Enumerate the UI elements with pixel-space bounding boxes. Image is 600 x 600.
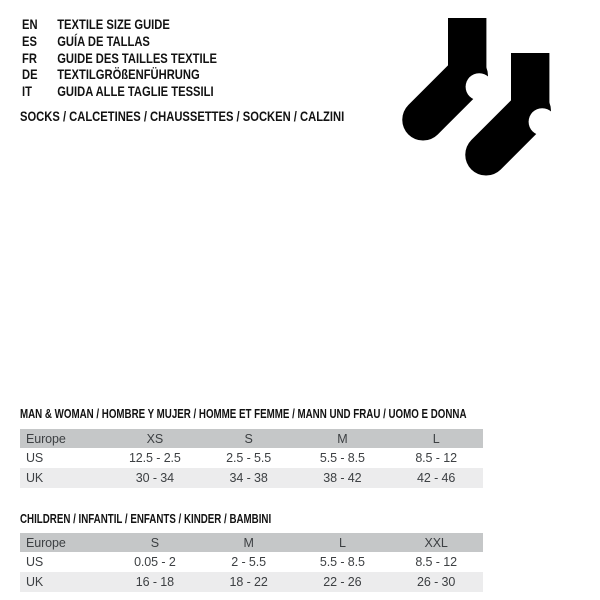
language-label: GUÍA DE TALLAS — [57, 32, 150, 49]
language-row-de — [22, 66, 217, 83]
size-cell: 12.5 - 2.5 — [128, 451, 181, 465]
table-row — [20, 448, 483, 468]
language-code: DE — [22, 66, 38, 83]
column-header: M — [296, 429, 390, 448]
column-header: L — [389, 429, 483, 448]
column-header: S — [202, 429, 296, 448]
column-header: M — [202, 533, 296, 552]
size-cell: 5.5 - 8.5 — [319, 555, 365, 569]
size-cell: 22 - 26 — [296, 572, 390, 592]
size-cell: 38 - 42 — [296, 468, 390, 488]
size-cell: 2.5 - 5.5 — [226, 451, 272, 465]
row-label: UK — [20, 572, 108, 592]
size-table-man-woman — [20, 429, 483, 488]
socks-icon — [400, 8, 565, 183]
size-cell: 8.5 - 12 — [415, 555, 457, 569]
language-list — [22, 16, 266, 100]
size-table-section-man-woman — [20, 407, 483, 488]
column-header: XXL — [389, 533, 483, 552]
language-code: IT — [22, 83, 32, 100]
size-cell: 16 - 18 — [108, 572, 202, 592]
row-label: UK — [20, 468, 108, 488]
table-row — [20, 468, 483, 488]
size-cell: 18 - 22 — [202, 572, 296, 592]
table-header-row — [20, 429, 483, 448]
language-code: FR — [22, 49, 37, 66]
size-cell: 42 - 46 — [389, 468, 483, 488]
table-row — [20, 552, 483, 572]
column-header: L — [296, 533, 390, 552]
size-cell: 34 - 38 — [202, 468, 296, 488]
language-label: TEXTILGRÖßENFÜHRUNG — [57, 66, 200, 83]
size-cell: 5.5 - 8.5 — [319, 451, 365, 465]
table-title: CHILDREN / INFANTIL / ENFANTS / KINDER / BAMBINI — [20, 511, 272, 526]
language-code: EN — [22, 16, 38, 32]
table-row — [20, 572, 483, 592]
language-label: TEXTILE SIZE GUIDE — [57, 16, 170, 32]
category-line: SOCKS / CALCETINES / CHAUSSETTES / SOCKEN / CALZINI — [20, 108, 345, 124]
size-table-children — [20, 533, 483, 592]
row-label: US — [26, 555, 44, 569]
size-cell: 26 - 30 — [389, 572, 483, 592]
column-header: S — [108, 533, 202, 552]
language-row-en — [22, 16, 217, 33]
language-label: GUIDE DES TAILLES TEXTILE — [57, 49, 217, 66]
size-cell: 0.05 - 2 — [134, 555, 176, 569]
language-row-fr — [22, 50, 217, 67]
table-header-row — [20, 533, 483, 552]
size-cell: 2 - 5.5 — [231, 555, 266, 569]
column-header: Europe — [20, 429, 108, 448]
size-cell: 30 - 34 — [108, 468, 202, 488]
column-header: XS — [108, 429, 202, 448]
size-cell: 8.5 - 12 — [415, 451, 457, 465]
size-table-section-children — [20, 512, 483, 592]
table-title: MAN & WOMAN / HOMBRE Y MUJER / HOMME ET FEMME / MANN UND FRAU / UOMO E DONNA — [20, 406, 467, 421]
column-header: Europe — [20, 533, 108, 552]
language-row-it — [22, 83, 217, 100]
row-label: US — [26, 451, 44, 465]
language-code: ES — [22, 32, 37, 49]
language-label: GUIDA ALLE TAGLIE TESSILI — [57, 83, 214, 100]
language-row-es — [22, 33, 217, 50]
